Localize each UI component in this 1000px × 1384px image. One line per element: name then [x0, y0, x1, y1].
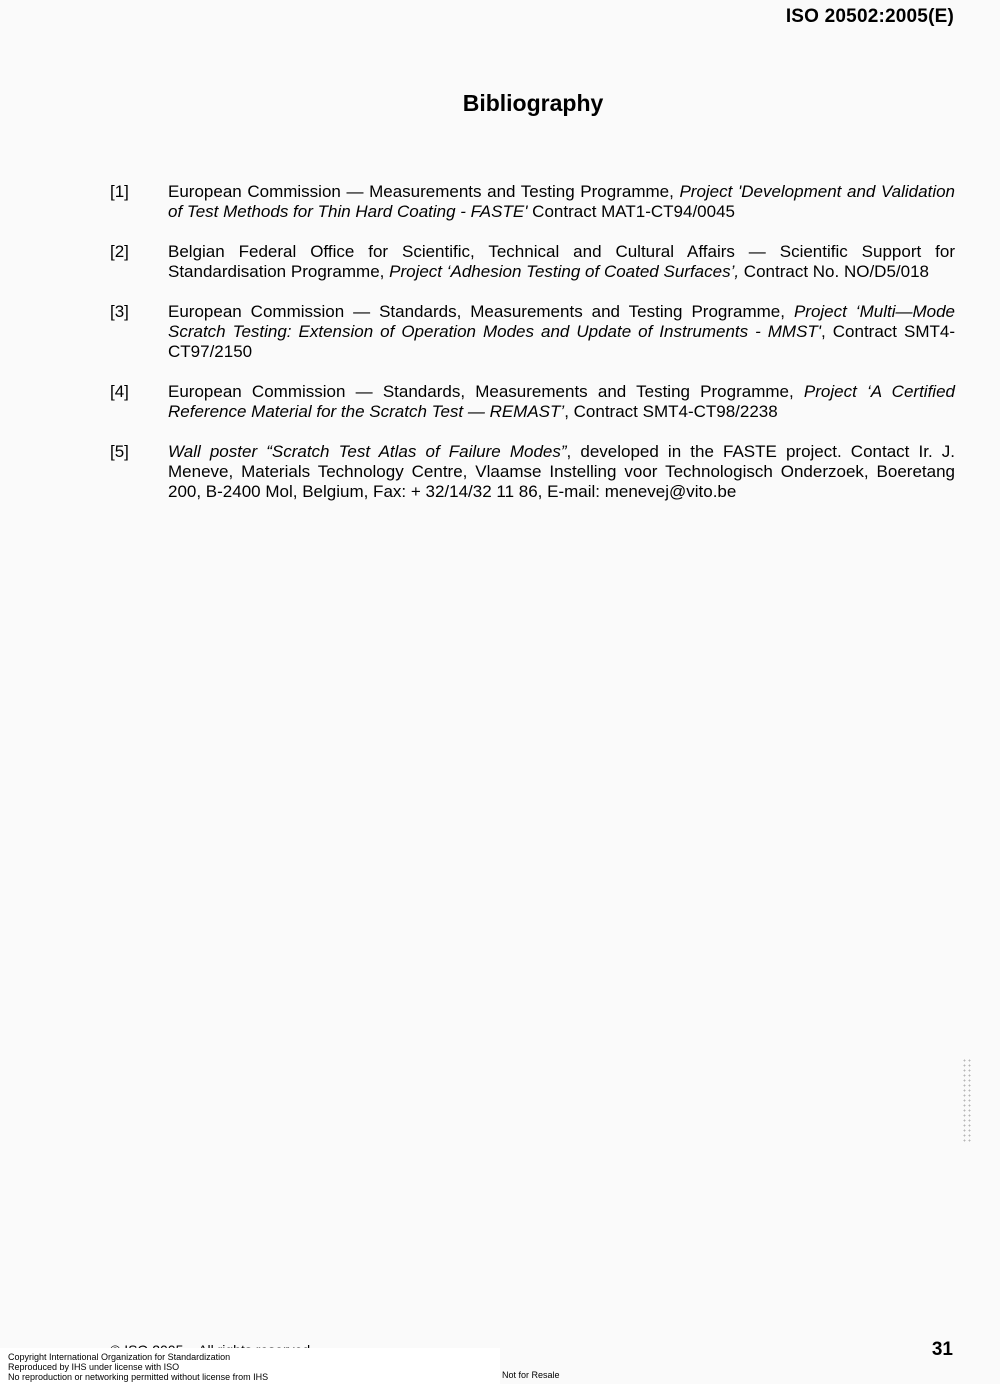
- reference-text-segment: European Commission — Standards, Measurements and Testing Programme,: [168, 302, 794, 321]
- reference-number: [2]: [110, 242, 129, 261]
- ihs-line-3: No reproduction or networking permitted without license from IHS: [8, 1372, 269, 1382]
- reference-item: [110, 242, 955, 282]
- reference-text-segment: Contract MAT1-CT94/0045: [527, 202, 735, 221]
- reference-title-italic: Project ‘A Certified Reference Material for the Scratch Test — REMAST’: [168, 382, 955, 421]
- reference-item: [110, 382, 955, 422]
- reference-text-segment: , developed in the FASTE project. Contact Ir. J. Meneve, Materials Technology Centre, Vlaamse Instelling voor Technologisch Onderzoek, Boeretang 200, B-2400 Mol, Belgium, Fax: + 32/14/32 11 86, E-mail: menevej@vito.be: [168, 442, 956, 501]
- page-number: 31: [931, 1339, 953, 1360]
- reference-text-segment: Contract No. NO/D5/018: [739, 262, 929, 281]
- reference-text: [168, 182, 955, 222]
- reference-text-segment: European Commission — Measurements and Testing Programme,: [168, 182, 680, 201]
- reference-title-italic: Project ‘Multi—Mode Scratch Testing: Extension of Operation Modes and Update of Instruments - MMST': [168, 302, 955, 341]
- ihs-line-1: Copyright International Organization for Standardization: [8, 1352, 231, 1362]
- reference-text: [168, 302, 955, 362]
- page-title: Bibliography: [462, 90, 604, 116]
- reference-text-segment: , Contract SMT4-CT98/2238: [564, 402, 778, 421]
- reference-text: [168, 382, 955, 422]
- reference-number: [5]: [110, 442, 129, 461]
- reference-title-italic: Wall poster “Scratch Test Atlas of Failure Modes”: [168, 442, 567, 461]
- reference-number: [4]: [110, 382, 129, 401]
- reference-item: [110, 182, 955, 222]
- reference-item: [110, 442, 955, 502]
- reference-text-segment: Belgian Federal Office for Scientific, Technical and Cultural Affairs — Scientific Support for Standardisation Programme,: [168, 242, 955, 281]
- ihs-license-block: [0, 1348, 500, 1384]
- reference-item: [110, 302, 955, 362]
- reference-text: [168, 442, 955, 502]
- reference-title-italic: Project ‘Adhesion Testing of Coated Surfaces’,: [389, 262, 740, 281]
- reference-list: [110, 182, 955, 522]
- document-id: ISO 20502:2005(E): [785, 6, 954, 27]
- reference-title-italic: Project 'Development and Validation of Test Methods for Thin Hard Coating - FASTE': [168, 182, 956, 221]
- ihs-line-2: Reproduced by IHS under license with ISO: [8, 1362, 180, 1372]
- reference-text-segment: European Commission — Standards, Measurements and Testing Programme,: [168, 382, 804, 401]
- reference-text-segment: , Contract SMT4-CT97/2150: [168, 322, 955, 361]
- not-for-resale: Not for Resale: [502, 1370, 560, 1380]
- reference-number: [1]: [110, 182, 129, 201]
- reference-text: [168, 242, 955, 282]
- reference-number: [3]: [110, 302, 129, 321]
- margin-dots-decoration: [962, 1058, 972, 1144]
